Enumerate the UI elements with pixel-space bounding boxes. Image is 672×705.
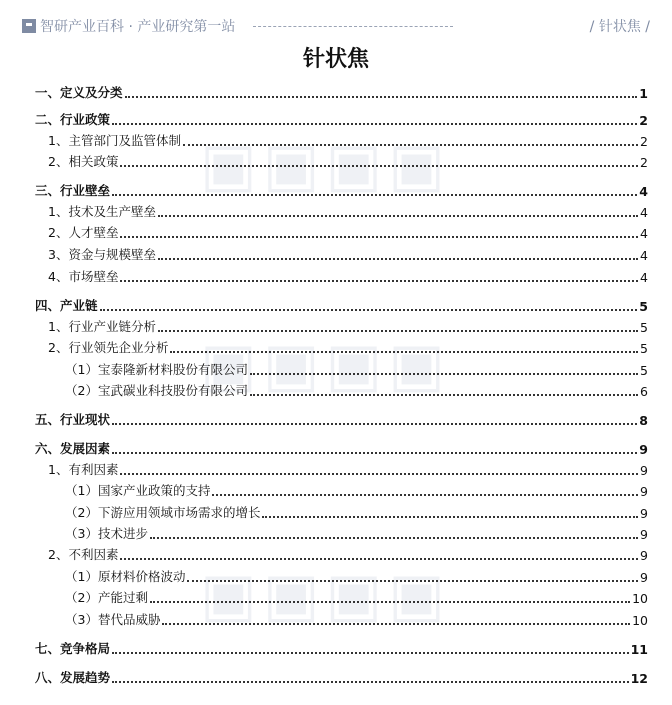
toc-page-number: 4: [640, 205, 648, 220]
toc-label: （1）宝泰隆新材料股份有限公司: [65, 362, 248, 377]
leader-dots: [158, 258, 638, 260]
toc-label: （2）下游应用领域市场需求的增长: [65, 505, 261, 520]
watermark: ▣▣▣▣: [200, 330, 451, 400]
toc-page-number: 9: [640, 506, 648, 521]
site-name: 智研产业百科 · 产业研究第一站: [40, 19, 236, 35]
divider: [253, 26, 453, 27]
toc-entry[interactable]: [0, 225, 648, 241]
toc-label: 五、行业现状: [35, 412, 111, 427]
toc-page-number: 5: [639, 299, 648, 314]
page-header: [22, 16, 650, 36]
toc-page-number: 1: [639, 86, 648, 101]
toc-entry[interactable]: [0, 612, 648, 628]
toc-entry[interactable]: [0, 204, 648, 220]
leader-dots: [112, 423, 637, 425]
toc-page-number: 8: [639, 413, 648, 428]
toc-entry[interactable]: [0, 483, 648, 499]
toc-page-number: 2: [640, 134, 648, 149]
leader-dots: [262, 516, 638, 518]
toc-entry[interactable]: [0, 298, 648, 314]
leader-dots: [187, 580, 638, 582]
logo-icon: [22, 19, 36, 33]
leader-dots: [150, 601, 630, 603]
toc-entry[interactable]: [0, 269, 648, 285]
toc-label: 四、产业链: [35, 298, 98, 313]
toc-page-number: 4: [640, 270, 648, 285]
toc-label: 七、竞争格局: [35, 641, 111, 656]
toc-entry[interactable]: [0, 85, 648, 101]
toc-entry[interactable]: [0, 590, 648, 606]
toc-page-number: 4: [639, 184, 648, 199]
toc-label: （3）替代品威胁: [65, 612, 161, 627]
leader-dots: [250, 394, 638, 396]
toc-page-number: 9: [640, 463, 648, 478]
toc-label: （3）技术进步: [65, 526, 148, 541]
toc-entry[interactable]: [0, 569, 648, 585]
leader-dots: [120, 473, 638, 475]
leader-dots: [112, 123, 637, 125]
leader-dots: [158, 215, 638, 217]
toc-label: 六、发展因素: [35, 441, 111, 456]
toc-label: 3、资金与规模壁垒: [48, 247, 156, 262]
toc-entry[interactable]: [0, 112, 648, 128]
toc-label: 二、行业政策: [35, 112, 111, 127]
toc-entry[interactable]: [0, 526, 648, 542]
toc-label: （1）原材料价格波动: [65, 569, 186, 584]
leader-dots: [150, 537, 638, 539]
leader-dots: [162, 623, 630, 625]
toc-entry[interactable]: [0, 547, 648, 563]
leader-dots: [112, 681, 629, 683]
toc-entry[interactable]: [0, 154, 648, 170]
leader-dots: [170, 351, 638, 353]
toc-page-number: 6: [640, 384, 648, 399]
toc-entry[interactable]: [0, 412, 648, 428]
toc-entry[interactable]: [0, 362, 648, 378]
leader-dots: [250, 373, 638, 375]
toc-label: 三、行业壁垒: [35, 183, 111, 198]
toc-entry[interactable]: [0, 462, 648, 478]
toc-label: 一、定义及分类: [35, 85, 123, 100]
toc-page-number: 9: [640, 527, 648, 542]
leader-dots: [125, 96, 638, 98]
toc-label: 4、市场壁垒: [48, 269, 119, 284]
toc-label: 2、人才壁垒: [48, 225, 119, 240]
header-topic: / 针状焦 /: [589, 19, 650, 35]
toc-label: 2、行业领先企业分析: [48, 340, 169, 355]
leader-dots: [120, 236, 638, 238]
leader-dots: [112, 652, 629, 654]
toc-label: 1、行业产业链分析: [48, 319, 156, 334]
toc-page-number: 2: [639, 113, 648, 128]
toc-label: 2、相关政策: [48, 154, 119, 169]
toc-entry[interactable]: [0, 383, 648, 399]
toc-entry[interactable]: [0, 247, 648, 263]
toc-label: （2）宝武碳业科技股份有限公司: [65, 383, 248, 398]
toc-page-number: 11: [630, 642, 648, 657]
page-title: 针状焦: [302, 46, 369, 72]
toc-page-number: 12: [630, 671, 648, 686]
toc-entry[interactable]: [0, 505, 648, 521]
toc-page-number: 2: [640, 155, 648, 170]
toc-label: 1、有利因素: [48, 462, 119, 477]
toc-label: 2、不利因素: [48, 547, 119, 562]
toc-entry[interactable]: [0, 183, 648, 199]
leader-dots: [120, 280, 638, 282]
toc-page-number: 9: [640, 484, 648, 499]
toc-page-number: 9: [640, 570, 648, 585]
leader-dots: [112, 452, 637, 454]
toc-label: （1）国家产业政策的支持: [65, 483, 211, 498]
leader-dots: [120, 165, 638, 167]
toc-page-number: 5: [640, 363, 648, 378]
toc-page-number: 9: [640, 548, 648, 563]
toc-entry[interactable]: [0, 670, 648, 686]
leader-dots: [100, 309, 638, 311]
toc-label: 1、技术及生产壁垒: [48, 204, 156, 219]
watermark: ▣▣▣▣: [200, 560, 451, 630]
toc-label: 1、主管部门及监管体制: [48, 133, 181, 148]
leader-dots: [112, 194, 637, 196]
toc-entry[interactable]: [0, 340, 648, 356]
toc-page-number: 5: [640, 341, 648, 356]
toc-page-number: 4: [640, 248, 648, 263]
leader-dots: [183, 144, 638, 146]
toc-page-number: 5: [640, 320, 648, 335]
toc-page-number: 10: [632, 613, 648, 628]
leader-dots: [158, 330, 638, 332]
toc-page-number: 9: [639, 442, 648, 457]
toc-page-number: 10: [632, 591, 648, 606]
toc-entry[interactable]: [0, 641, 648, 657]
watermark: ▣▣▣▣: [200, 130, 451, 200]
toc-label: 八、发展趋势: [35, 670, 111, 685]
toc-entry[interactable]: [0, 133, 648, 149]
toc-page-number: 4: [640, 226, 648, 241]
toc-entry[interactable]: [0, 441, 648, 457]
leader-dots: [120, 558, 638, 560]
toc-entry[interactable]: [0, 319, 648, 335]
leader-dots: [212, 494, 638, 496]
toc-label: （2）产能过剩: [65, 590, 148, 605]
